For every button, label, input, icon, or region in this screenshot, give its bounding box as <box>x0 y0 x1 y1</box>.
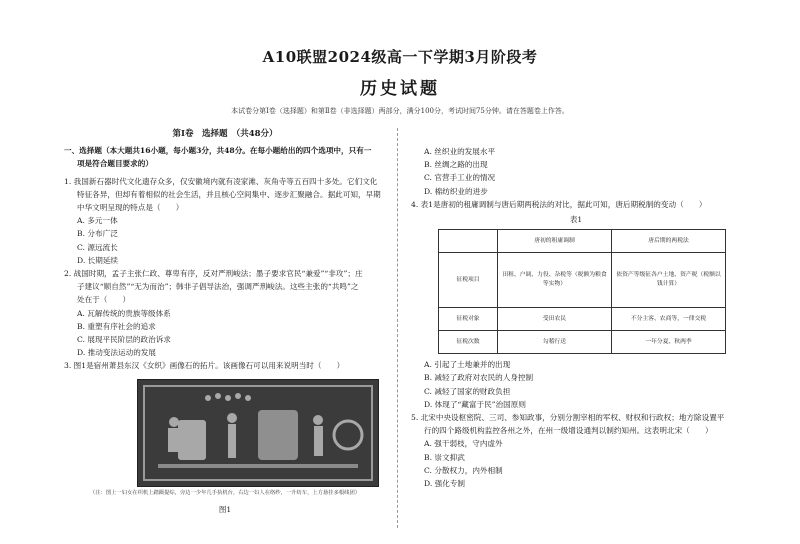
table-row <box>439 308 726 331</box>
q4-option-d[interactable]: D. 体现了“藏富于民”治国原则 <box>424 399 526 409</box>
q5-line: 行的四个路级机构监控各州之外，在州一级增设通判以制约知州。这表明北宋（ ） <box>424 426 713 436</box>
exam-subject: 历史试题 <box>360 79 440 99</box>
table-cell: 征税项目 <box>439 253 498 308</box>
question-5 <box>411 411 741 490</box>
q5-line: 5. 北宋中央设枢密院、三司、参知政事，分别分割宰相的军权、财权和行政权；地方除设置平 <box>411 413 725 423</box>
table-header-cell: 唐后期的两税法 <box>612 230 726 253</box>
question-2 <box>64 267 386 359</box>
q5-option-c[interactable]: C. 分散权力，内外相制 <box>424 465 503 475</box>
question-4 <box>411 198 741 411</box>
q2-option-a[interactable]: A. 瓦解传统的贵族等级体系 <box>77 308 171 318</box>
question-3 <box>64 359 386 515</box>
q3-line: 3. 图1是宿州萧县东汉《女织》画像石的拓片。该画像石可以用来说明当时（ ） <box>64 361 345 371</box>
q1-option-d[interactable]: D. 长期延续 <box>77 255 119 265</box>
left-column <box>64 128 386 516</box>
exam-title: A10联盟2024级高一下学期3月阶段考 <box>262 48 538 66</box>
q5-option-a[interactable]: A. 强干弱枝，守内虚外 <box>424 439 503 449</box>
table-cell: 依资产等级征各户土地、资产税（税额以钱计算） <box>612 253 726 308</box>
q3-option-a[interactable]: A. 丝织业的发展水平 <box>424 147 496 156</box>
q1-option-b[interactable]: B. 分布广泛 <box>77 229 118 239</box>
section-heading: 第Ⅰ卷 选择题 （共48分） <box>172 129 278 139</box>
table-cell: 征税对象 <box>439 308 498 331</box>
question-3-options <box>411 145 741 198</box>
column-divider <box>397 128 398 528</box>
q2-line: 2. 战国时期，孟子主张仁政、尊卑有序，反对严刑峻法；墨子要求官民“兼爱”“非攻”；庄 <box>64 269 363 279</box>
table-header-cell: 唐初的租庸调制 <box>498 230 612 253</box>
q3-option-b[interactable]: B. 丝绸之路的出现 <box>424 160 488 170</box>
q3-option-c[interactable]: C. 官营手工业的情况 <box>424 173 496 183</box>
stone-rubbing-image <box>137 379 379 487</box>
q2-line: 处在于（ ） <box>77 295 131 305</box>
table-cell: 一年分夏、秋两季 <box>612 331 726 354</box>
table-header-row <box>439 230 726 253</box>
table-cell: 受田农民 <box>498 308 612 331</box>
table-cell: 勾稽行送 <box>498 331 612 354</box>
q4-option-b[interactable]: B. 减轻了政府对农民的人身控制 <box>424 373 534 383</box>
tax-comparison-table <box>438 229 726 354</box>
table-header-cell <box>439 230 498 253</box>
right-column <box>411 145 741 490</box>
section-intro-line1: 一、选择题（本大题共16小题，每小题3分，共48分。在每小题给出的四个选项中，只有一 <box>64 146 372 156</box>
exam-instructions: 本试卷分第Ⅰ卷（选择题）和第Ⅱ卷（非选择题）两部分，满分100分，考试时间75分钟。请在答题卷上作答。 <box>231 107 569 115</box>
q5-option-d[interactable]: D. 强化专制 <box>424 479 466 489</box>
table-row <box>439 253 726 308</box>
table-cell: 田租、户调、力役、杂税等（税额为粮食等实物） <box>498 253 612 308</box>
q4-option-a[interactable]: A. 引起了土地兼并的出现 <box>424 360 511 370</box>
table-row <box>439 331 726 354</box>
q5-option-b[interactable]: B. 崇文抑武 <box>424 452 465 462</box>
q1-option-a[interactable]: A. 多元一体 <box>77 216 118 226</box>
q1-line: 1. 我国新石器时代文化遗存众多，仅安徽境内就有凌家滩、灰角寺等五百四十多处。它们文化 <box>64 176 378 186</box>
q2-option-c[interactable]: C. 展现平民阶层的政治诉求 <box>77 335 171 345</box>
question-1 <box>64 175 386 267</box>
q2-line: 子建议“顺自然”“无为而治”；韩非子倡导法治，强调严刑峻法。这些主张的“共鸣”之 <box>77 282 359 292</box>
q2-option-b[interactable]: B. 重塑有序社会的追求 <box>77 321 156 331</box>
q2-option-d[interactable]: D. 推动变法运动的发展 <box>77 348 156 358</box>
section-intro-line2: 项是符合题目要求的） <box>77 159 153 169</box>
q4-option-c[interactable]: C. 减轻了国家的财政负担 <box>424 386 511 396</box>
q1-line: 中华文明呈现的特点是（ ） <box>77 203 184 213</box>
q1-option-c[interactable]: C. 源远流长 <box>77 242 118 252</box>
q1-line: 特征各异，但却有着相似的社会生活，并且核心空间集中、逐步汇聚融合。据此可知，早期 <box>77 189 381 199</box>
table-cell: 征税次数 <box>439 331 498 354</box>
figure-label: 图1 <box>218 504 232 514</box>
table-caption: 表1 <box>569 215 583 225</box>
figure-caption: （注：图上一妇女在织机上踏蹑提综，旁边一少年几手执机台，右边一妇人在络纱，一升纺车，上方悬挂多根线团） <box>89 489 361 496</box>
q4-line: 4. 表1是唐初的租庸调制与唐后期两税法的对比，据此可知，唐后期税制的变动（ ） <box>411 199 707 209</box>
q3-option-d[interactable]: D. 棉纺织业的进步 <box>424 186 488 196</box>
table-cell: 不分主客、农商等，一律交税 <box>612 308 726 331</box>
